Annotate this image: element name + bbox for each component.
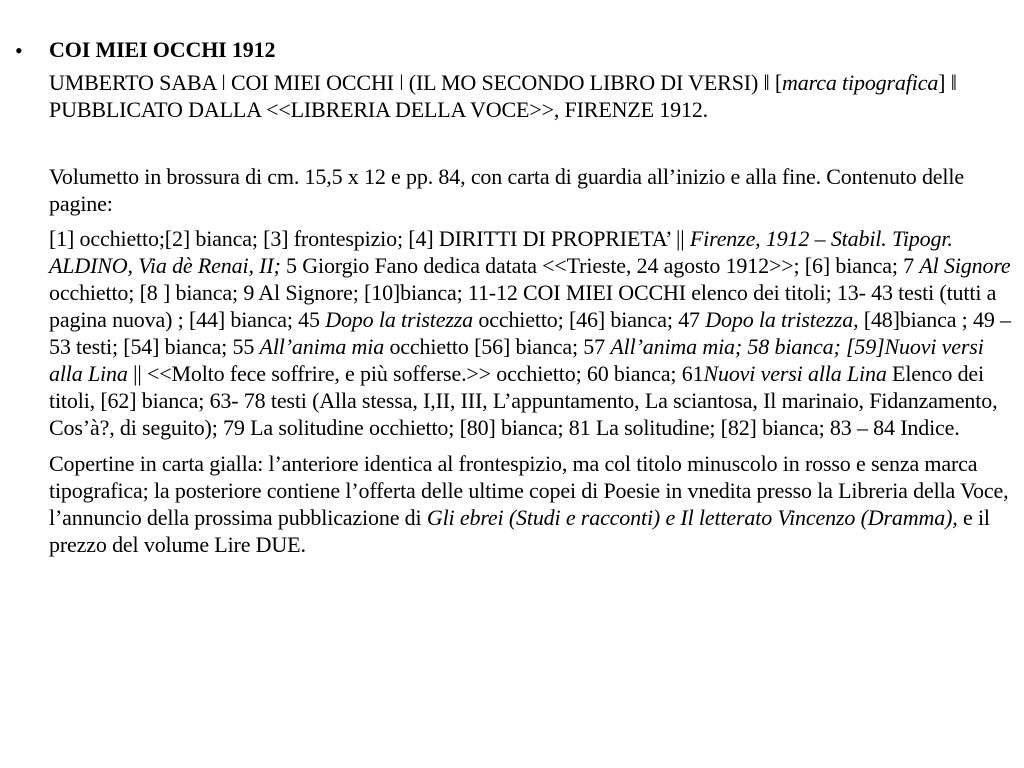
covers-text-1: Copertine in carta gialla: l’anteriore identica al frontespizio, ma col titolo minuscolo in rosso e senza marca tipografica; la posteriore contiene l’offerta delle ultime copei di Poesie in vnedita presso la Libreria della Voce, l’annuncio della prossima pubblicazione di [49, 451, 1009, 530]
pages-italic-5: All’anima mia [259, 334, 385, 359]
slide-title: COI MIEI OCCHI 1912 [49, 37, 276, 62]
pages-italic-6: All’anima mia; 58 bianca; [59]Nuovi versi alla Lina [49, 334, 984, 386]
pages-italic-1: Firenze, 1912 – Stabil. Tipogr. ALDINO, Via dè Renai, II; [49, 226, 953, 278]
pages-italic-7: Nuovi versi alla Lina [703, 361, 887, 386]
pages-text-1: [1] occhietto;[2] bianca; [3] frontespizio; [4] DIRITTI DI PROPRIETA’ || [49, 226, 690, 251]
header-italic-1: marca tipografica [782, 70, 939, 95]
pages-italic-3: Dopo la tristezza [325, 307, 474, 332]
pages-text-4: occhietto; [46] bianca; 47 [473, 307, 706, 332]
volume-description: Volumetto in brossura di cm. 15,5 x 12 e pp. 84, con carta di guardia all’inizio e alla fine. Contenuto delle pagine: [49, 164, 964, 216]
pages-italic-4: Dopo la tristezza [705, 307, 854, 332]
header-text-2: ] ǁ PUBBLICATO DALLA <<LIBRERIA DELLA VOCE>>, FIRENZE 1912. [49, 70, 957, 122]
header-text-1: UMBERTO SABA ǀ COI MIEI OCCHI ǀ (IL MO SECONDO LIBRO DI VERSI) ǁ [ [49, 70, 783, 95]
pages-text-7: || <<Molto fece soffrire, e più sofferse.>> occhietto; 60 bianca; 61 [127, 361, 704, 386]
pages-text-2: 5 Giorgio Fano dedica datata <<Trieste, 24 agosto 1912>>; [6] bianca; 7 [280, 253, 920, 278]
slide-content [49, 36, 1011, 558]
covers-text-2: e il prezzo del volume Lire DUE. [49, 505, 990, 557]
bibliographic-header [49, 69, 1011, 123]
bullet-marker: • [15, 38, 23, 63]
pages-italic-2: Al Signore [919, 253, 1011, 278]
covers-description [49, 450, 1011, 558]
pages-text-6: occhietto [56] bianca; 57 [384, 334, 611, 359]
pages-text-8: Elenco dei titoli, [62] bianca; 63- 78 testi (Alla stessa, I,II, III, L’appuntamento, La sciantosa, Il marinaio, Fidanzamento, Cos’à?, di seguito); 79 La solitudine occhietto; [80] bianca; 81 La solitudine; [82] bianca; 83 – 84 Indice. [49, 361, 998, 440]
pages-text-5: , [48]bianca ; 49 – 53 testi; [54] bianca; 55 [49, 307, 1011, 359]
covers-italic-1: Gli ebrei (Studi e racconti) e Il letterato Vincenzo (Dramma), [426, 505, 958, 530]
page-contents [49, 225, 1011, 441]
pages-text-3: occhietto; [8 ] bianca; 9 Al Signore; [10]bianca; 11-12 COI MIEI OCCHI elenco dei titoli; 13- 43 testi (tutti a pagina nuova) ; [44] bianca; 45 [49, 280, 997, 332]
